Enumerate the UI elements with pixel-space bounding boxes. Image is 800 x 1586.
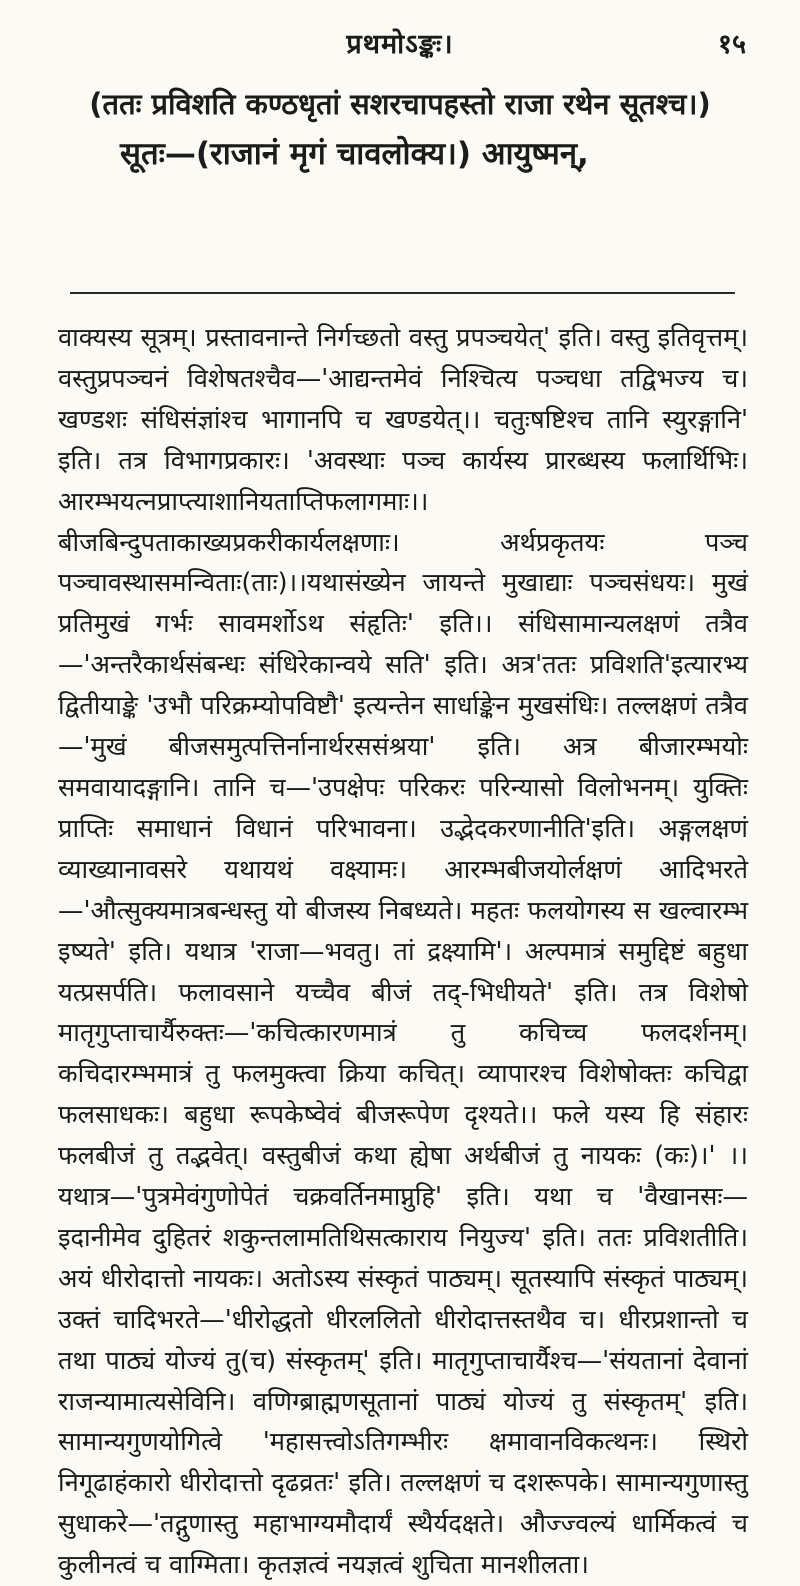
stage-direction: (ततः प्रविशति कण्ठधृतां सशरचापहस्तो राजा रथेन सूतश्च।): [89, 87, 711, 121]
running-head: [0, 18, 800, 62]
page-number: १५: [717, 29, 746, 60]
running-title: प्रथमोऽङ्कः।: [346, 29, 454, 60]
commentary-text: वाक्यस्य सूत्रम्। प्रस्तावनान्ते निर्गच्छतो वस्तु प्रपञ्चयेत्' इति। वस्तु इतिवृत्तम्। वस्तुप्रपञ्चनं विशेषतश्चैव—'आद्यन्तमेवं निश्चित्य पञ्चधा तद्विभज्य च। खण्डशः संधिसंज्ञांश्च भागानपि च खण्डयेत्।। चतुःषष्टिश्च तानि स्युरङ्गानि' इति। तत्र विभागप्रकारः। 'अवस्थाः पञ्च कार्यस्य प्रारब्धस्य फलार्थिभिः। आरम्भयत्नप्राप्त्याशानियताप्तिफलागमाः।। बीजबिन्दुपताकाख्यप्रकरीकार्यलक्षणाः। अर्थप्रकृतयः पञ्च पञ्चावस्थासमन्विताः(ताः)।।यथासंख्येन जायन्ते मुखाद्याः पञ्चसंधयः। मुखं प्रतिमुखं गर्भः सावमर्शोऽथ संहृतिः' इति।। संधिसामान्यलक्षणं तत्रैव—'अन्तरैकार्थसंबन्धः संधिरेकान्वये सति' इति। अत्र'ततः प्रविशति'इत्यारभ्य द्वितीयाङ्के 'उभौ परिक्रम्योपविष्टौ' इत्यन्तेन सार्धाङ्केन मुखसंधिः। तल्लक्षणं तत्रैव—'मुखं बीजसमुत्पत्तिर्नानार्थरससंश्रया' इति। अत्र बीजारम्भयोः समवायादङ्गानि। तानि च—'उपक्षेपः परिकरः परिन्यासो विलोभनम्। युक्तिः प्राप्तिः समाधानं विधानं परिभावना। उद्भेदकरणानीति'इति। अङ्गलक्षणं व्याख्यानावसरे यथायथं वक्ष्यामः। आरम्भबीजयोर्लक्षणं आदिभरते—'औत्सुक्यमात्रबन्धस्तु यो बीजस्य निबध्यते। महतः फलयोगस्य स खल्वारम्भ इष्यते' इति। यथात्र 'राजा—भवतु। तां द्रक्ष्यामि'। अल्पमात्रं समुद्दिष्टं बहुधा यत्प्रसर्पति। फलावसाने यच्चैव बीजं तद्-भिधीयते' इति। तत्र विशेषो मातृगुप्ताचार्यैरुक्तः—'कचित्कारणमात्रं तु कचिच्च फलदर्शनम्। कचिदारम्भमात्रं तु फलमुक्त्वा क्रिया कचित्। व्यापारश्च विशेषोक्तः कचिद्वा फलसाधकः। बहुधा रूपकेष्वेवं बीजरूपेण दृश्यते।। फले यस्य हि संहारः फलबीजं तु तद्भवेत्। वस्तुबीजं कथा ह्येषा अर्थबीजं तु नायकः (कः)।' ।। यथात्र—'पुत्रमेवंगुणोपेतं चक्रवर्तिनमाप्नुहि' इति। यथा च 'वैखानसः—इदानीमेव दुहितरं शकुन्तलामतिथिसत्काराय नियुज्य' इति। ततः प्रविशतीति। अयं धीरोदात्तो नायकः। अतोऽस्य संस्कृतं पाठ्यम्। सूतस्यापि संस्कृतं पाठ्यम्। उक्तं चादिभरते—'धीरोद्धतो धीरललितो धीरोदात्तस्तथैव च। धीरप्रशान्तो च तथा पाठ्यं योज्यं तु(च) संस्कृतम्' इति। मातृगुप्ताचार्यैश्च—'संयतानां देवानां राजन्यामात्यसेविनि। वणिग्ब्राह्मणसूतानां पाठ्यं योज्यं तु संस्कृतम्' इति। सामान्यगुणयोगित्वे 'महासत्त्वोऽतिगम्भीरः क्षमावानविकत्थनः। स्थिरो निगूढाहंकारो धीरोदात्तो दृढव्रतः' इति। तल्लक्षणं च दशरूपके। सामान्यगुणास्तु सुधाकरे—'तद्गुणास्तु महाभाग्यमौदार्यं स्थैर्यदक्षते। औज्ज्वल्यं धार्मिकत्वं च कुलीनत्वं च वाग्मिता। कृतज्ञत्वं नयज्ञत्वं शुचिता मानशीलता।: [58, 323, 748, 1581]
sutra-line: सूतः—(राजानं मृगं चावलोक्य।) आयुष्मन्,: [120, 136, 589, 172]
section-divider: [70, 292, 735, 294]
